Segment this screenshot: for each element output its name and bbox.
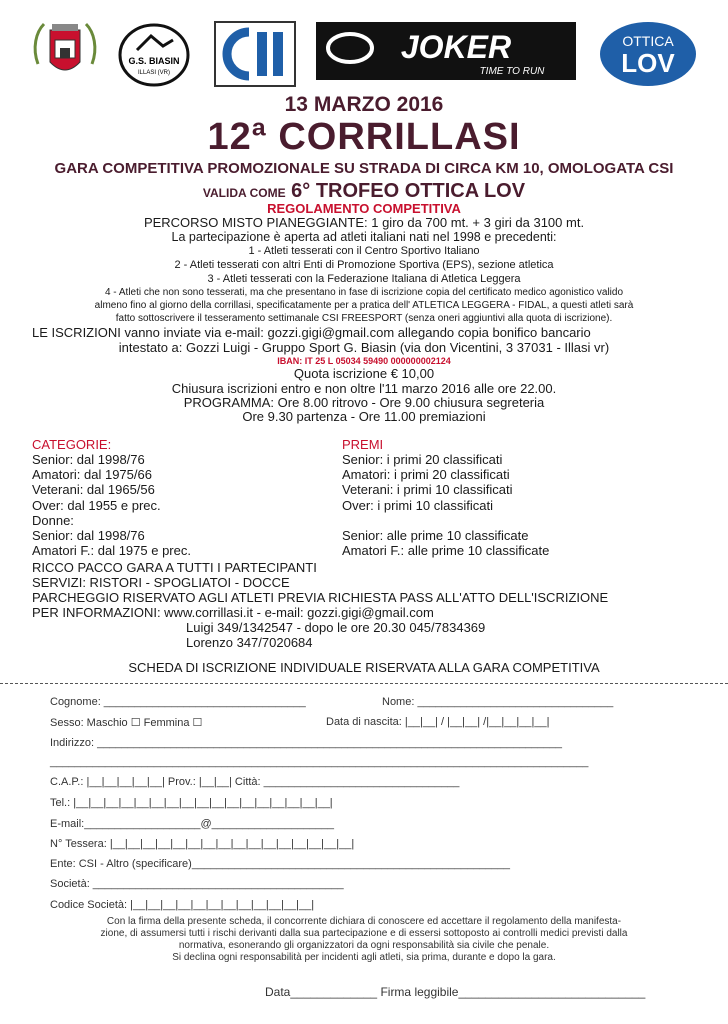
phone-field[interactable]: Tel.: |__|__|__|__|__|__|__|__|__|__|__|__|__|__|__|__|__| — [50, 797, 333, 809]
rule-item-3: 3 - Atleti tesserati con la Federazione Italiana di Atletica Leggera — [207, 273, 521, 285]
prizes-heading: PREMI — [342, 437, 384, 452]
svg-text:TIME TO RUN: TIME TO RUN — [479, 66, 545, 77]
closing-text: Chiusura iscrizioni entro e non oltre l'11 marzo 2016 alle ore 22.00. — [171, 381, 557, 396]
form-title: SCHEDA DI ISCRIZIONE INDIVIDUALE RISERVATA ALLA GARA COMPETITIVA — [128, 660, 600, 675]
rule-item-4-line3: fatto sottoscrivere il tesseramento settimanale CSI FREESPORT (senza oneri aggiuntivi alla quota di iscrizione). — [115, 313, 613, 324]
ottica-lov-logo — [598, 20, 698, 88]
program-text-2: Ore 9.30 partenza - Ore 11.00 premiazioni — [242, 409, 486, 424]
category-item: Amatori: dal 1975/66 — [32, 467, 152, 483]
trophy-name: 6° TROFEO OTTICA LOV — [291, 180, 526, 202]
info-line-5: Luigi 349/1342547 - dopo le ore 20.30 045/7834369 — [186, 620, 486, 635]
birthdate-field[interactable]: Data di nascita: |__|__| / |__|__| /|__|__|__|__| — [326, 716, 550, 728]
signup-line2: intestato a: Gozzi Luigi - Gruppo Sport G. Biasin (via don Vicentini, 3 37031 - Illasi vr) — [118, 340, 610, 355]
info-line-4: PER INFORMAZIONI: www.corrillasi.it - e-mail: gozzi.gigi@gmail.com — [32, 605, 434, 620]
csi-logo — [213, 20, 297, 88]
prize-item: Senior: alle prime 10 classificate — [342, 527, 529, 543]
prize-item: Amatori: i primi 20 classificati — [342, 467, 510, 483]
event-subtitle: GARA COMPETITIVA PROMOZIONALE SU STRADA DI CIRCA KM 10, OMOLOGATA CSI — [54, 160, 674, 177]
prize-item: Veterani: i primi 10 classificati — [342, 482, 513, 498]
cut-line-divider — [0, 683, 728, 684]
gs-biasin-logo — [117, 22, 191, 88]
svg-text:OTTICA: OTTICA — [622, 33, 674, 49]
fee-text: Quota iscrizione € 10,00 — [293, 366, 435, 381]
prizes-list — [342, 452, 549, 558]
eligibility-text: La partecipazione è aperta ad atleti italiani nati nel 1998 e precedenti: — [171, 230, 557, 244]
category-item: Senior: dal 1998/76 — [32, 527, 145, 543]
disclaimer-line-1: Con la firma della presente scheda, il concorrente dichiara di conoscere ed accettare il regolamento della manifesta- — [106, 916, 622, 927]
rule-item-4-line2: almeno fino al giorno della corrillasi, specificatamente per a pratica dell' ATLETICA LEGGERA - FIDAL, a questi atleti sarà — [94, 300, 634, 311]
cap-prov-city-field[interactable]: C.A.P.: |__|__|__|__|__| Prov.: |__|__| Città: ________________________________ — [50, 776, 460, 788]
regulation-heading: REGOLAMENTO COMPETITIVA — [267, 201, 461, 216]
rule-item-2: 2 - Atleti tesserati con altri Enti di Promozione Sportiva (EPS), sezione atletica — [174, 259, 554, 271]
municipal-crest-icon — [30, 18, 100, 90]
disclaimer-line-3: normativa, esonerando gli organizzatori da ogni responsabilità sia civile che penale. — [178, 940, 550, 951]
prize-item — [342, 513, 549, 528]
valid-prefix: VALIDA COME — [202, 186, 286, 200]
prize-item: Over: i primi 10 classificati — [342, 497, 493, 513]
disclaimer-line-2: zione, di assumersi tutti i rischi derivanti dalla sua partecipazione e di essersi sottoposto ai controlli medici previsti dalla — [100, 928, 628, 939]
club-code-field[interactable]: Codice Società: |__|__|__|__|__|__|__|__|__|__|__|__| — [50, 899, 315, 911]
category-item: Amatori F.: dal 1975 e prec. — [32, 543, 191, 559]
card-number-field[interactable]: N° Tessera: |__|__|__|__|__|__|__|__|__|__|__|__|__|__|__|__| — [50, 838, 355, 850]
iban-text: IBAN: IT 25 L 05034 59490 000000002124 — [277, 356, 451, 366]
info-line-1: RICCO PACCO GARA A TUTTI I PARTECIPANTI — [32, 560, 317, 575]
info-block — [32, 560, 608, 650]
email-field[interactable]: E-mail:___________________@____________________ — [50, 818, 334, 830]
signup-line1: LE ISCRIZIONI vanno inviate via e-mail: gozzi.gigi@gmail.com allegando copia bonifico bancario — [32, 325, 591, 340]
name-field[interactable]: Nome: ________________________________ — [382, 696, 614, 708]
svg-text:G.S. BIASIN: G.S. BIASIN — [128, 56, 180, 66]
categories-heading: CATEGORIE: — [32, 437, 112, 452]
club-field[interactable]: Società: _________________________________________ — [50, 878, 344, 890]
rule-item-1: 1 - Atleti tesserati con il Centro Sportivo Italiano — [248, 245, 480, 257]
info-line-6: Lorenzo 347/7020684 — [186, 635, 313, 650]
prize-item: Amatori F.: alle prime 10 classificate — [342, 543, 550, 559]
rule-item-4-line1: 4 - Atleti che non sono tesserati, ma che presentano in fase di iscrizione copia del certificato medico agonistico valido — [104, 287, 624, 298]
course-text: PERCORSO MISTO PIANEGGIANTE: 1 giro da 700 mt. + 3 giri da 3100 mt. — [143, 215, 585, 230]
svg-text:JOKER: JOKER — [400, 29, 512, 65]
prize-item: Senior: i primi 20 classificati — [342, 452, 503, 467]
categories-list — [32, 452, 191, 558]
program-text: PROGRAMMA: Ore 8.00 ritrovo - Ore 9.00 chiusura segreteria — [183, 395, 545, 410]
joker-logo — [316, 22, 576, 80]
category-item: Veterani: dal 1965/56 — [32, 482, 155, 498]
surname-field[interactable]: Cognome: _________________________________ — [50, 696, 306, 708]
address-field[interactable]: Indirizzo: ____________________________________________________________________________ — [50, 737, 563, 749]
category-item: Senior: dal 1998/76 — [32, 452, 145, 467]
disclaimer-line-4: Si declina ogni responsabilità per incidenti agli atleti, sia prima, durante e dopo la gara. — [172, 952, 556, 963]
event-title: 12ª CORRILLASI — [207, 116, 521, 158]
address-field-line2[interactable]: ________________________________________________________________________________________ — [50, 756, 589, 768]
event-date: 13 MARZO 2016 — [284, 93, 444, 116]
category-item: Donne: — [32, 512, 74, 528]
svg-text:LOV: LOV — [621, 48, 675, 78]
organization-field[interactable]: Ente: CSI - Altro (specificare)____________________________________________________ — [50, 858, 510, 870]
category-item: Over: dal 1955 e prec. — [32, 497, 161, 513]
sex-field[interactable]: Sesso: Maschio ☐ Femmina ☐ — [50, 717, 203, 729]
trophy-line — [0, 180, 728, 203]
logo-bar — [0, 14, 728, 90]
info-line-3: PARCHEGGIO RISERVATO AGLI ATLETI PREVIA RICHIESTA PASS ALL'ATTO DELL'ISCRIZIONE — [32, 590, 609, 605]
info-line-2: SERVIZI: RISTORI - SPOGLIATOI - DOCCE — [32, 575, 290, 590]
svg-text:ILLASI (VR): ILLASI (VR) — [137, 70, 171, 76]
signature-field[interactable]: Data_____________ Firma leggibile____________________________ — [265, 985, 646, 999]
